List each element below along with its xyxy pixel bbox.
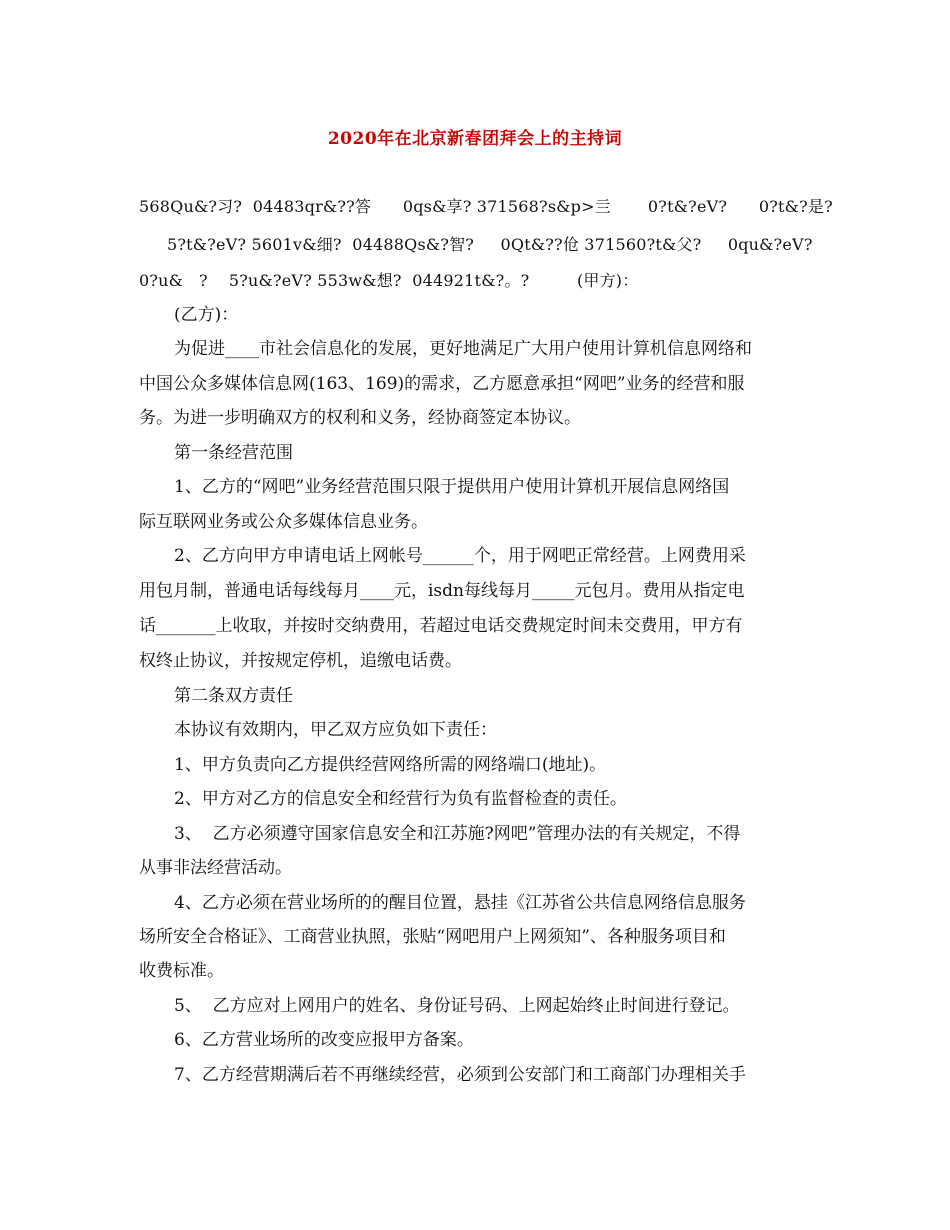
list-item: 2、甲方对乙方的信息安全和经营行为负有监督检查的责任。 [174, 789, 627, 809]
list-item: 5、 乙方应对上网用户的姓名、身份证号码、上网起始终止时间进行登记。 [174, 996, 740, 1016]
document-title: 2020年在北京新春团拜会上的主持词 [327, 129, 623, 149]
garbled-line: 568Qu&?习? 04483qr&??答 0qs&享? 371568?s&p>亖 0?t&?eV? 0?t&?是? [139, 197, 833, 216]
body-paragraph-line: 权终止协议，并按规定停机，追缴电话费。 [139, 651, 462, 671]
body-paragraph-line: 用包月制，普通电话每线每月____元，isdn每线每月_____元包月。费用从指定电 [139, 581, 745, 601]
body-paragraph-line: 本协议有效期内，甲乙双方应负如下责任： [174, 720, 497, 740]
list-item-continuation: 场所安全合格证》、工商营业执照，张贴“网吧用户上网须知”、各种服务项目和 [139, 927, 726, 947]
party-b-label: (乙方)： [174, 305, 239, 325]
body-paragraph-line: 务。为进一步明确双方的权利和义务，经协商签定本协议。 [139, 408, 581, 428]
list-item-continuation: 从事非法经营活动。 [139, 858, 292, 878]
section-heading: 第一条经营范围 [174, 443, 293, 463]
list-item: 3、 乙方必须遵守国家信息安全和江苏施?网吧”管理办法的有关规定，不得 [174, 824, 741, 844]
list-item: 4、乙方必须在营业场所的的醒目位置，悬挂《江苏省公共信息网络信息服务 [174, 893, 746, 913]
list-item-continuation: 收费标准。 [139, 961, 224, 981]
body-paragraph-line: 2、乙方向甲方申请电话上网帐号______个，用于网吧正常经营。上网费用采 [174, 546, 746, 566]
garbled-line: 0?u& ? 5?u&?eV? 553w&想? 044921t&?。? (甲方)： [139, 271, 639, 290]
list-item: 6、乙方营业场所的改变应报甲方备案。 [174, 1030, 474, 1050]
body-paragraph-line: 际互联网业务或公众多媒体信息业务。 [139, 512, 428, 532]
garbled-line: 5?t&?eV? 5601v&细? 04488Qs&?智? 0Qt&??伧 371560?t&父? 0qu&?eV? [167, 235, 813, 254]
body-paragraph-line: 1、乙方的“网吧”业务经营范围只限于提供用户使用计算机开展信息网络国 [174, 477, 730, 497]
section-heading: 第二条双方责任 [174, 686, 293, 706]
list-item: 1、甲方负责向乙方提供经营网络所需的网络端口(地址)。 [174, 755, 607, 775]
body-paragraph-line: 中国公众多媒体信息网(163、169)的需求，乙方愿意承担“网吧”业务的经营和服 [139, 374, 745, 394]
body-paragraph-line: 为促进____市社会信息化的发展，更好地满足广大用户使用计算机信息网络和 [174, 339, 752, 359]
body-paragraph-line: 话_______上收取，并按时交纳费用，若超过电话交费规定时间未交费用，甲方有 [139, 616, 743, 636]
list-item: 7、乙方经营期满后若不再继续经营，必须到公安部门和工商部门办理相关手 [174, 1065, 746, 1085]
